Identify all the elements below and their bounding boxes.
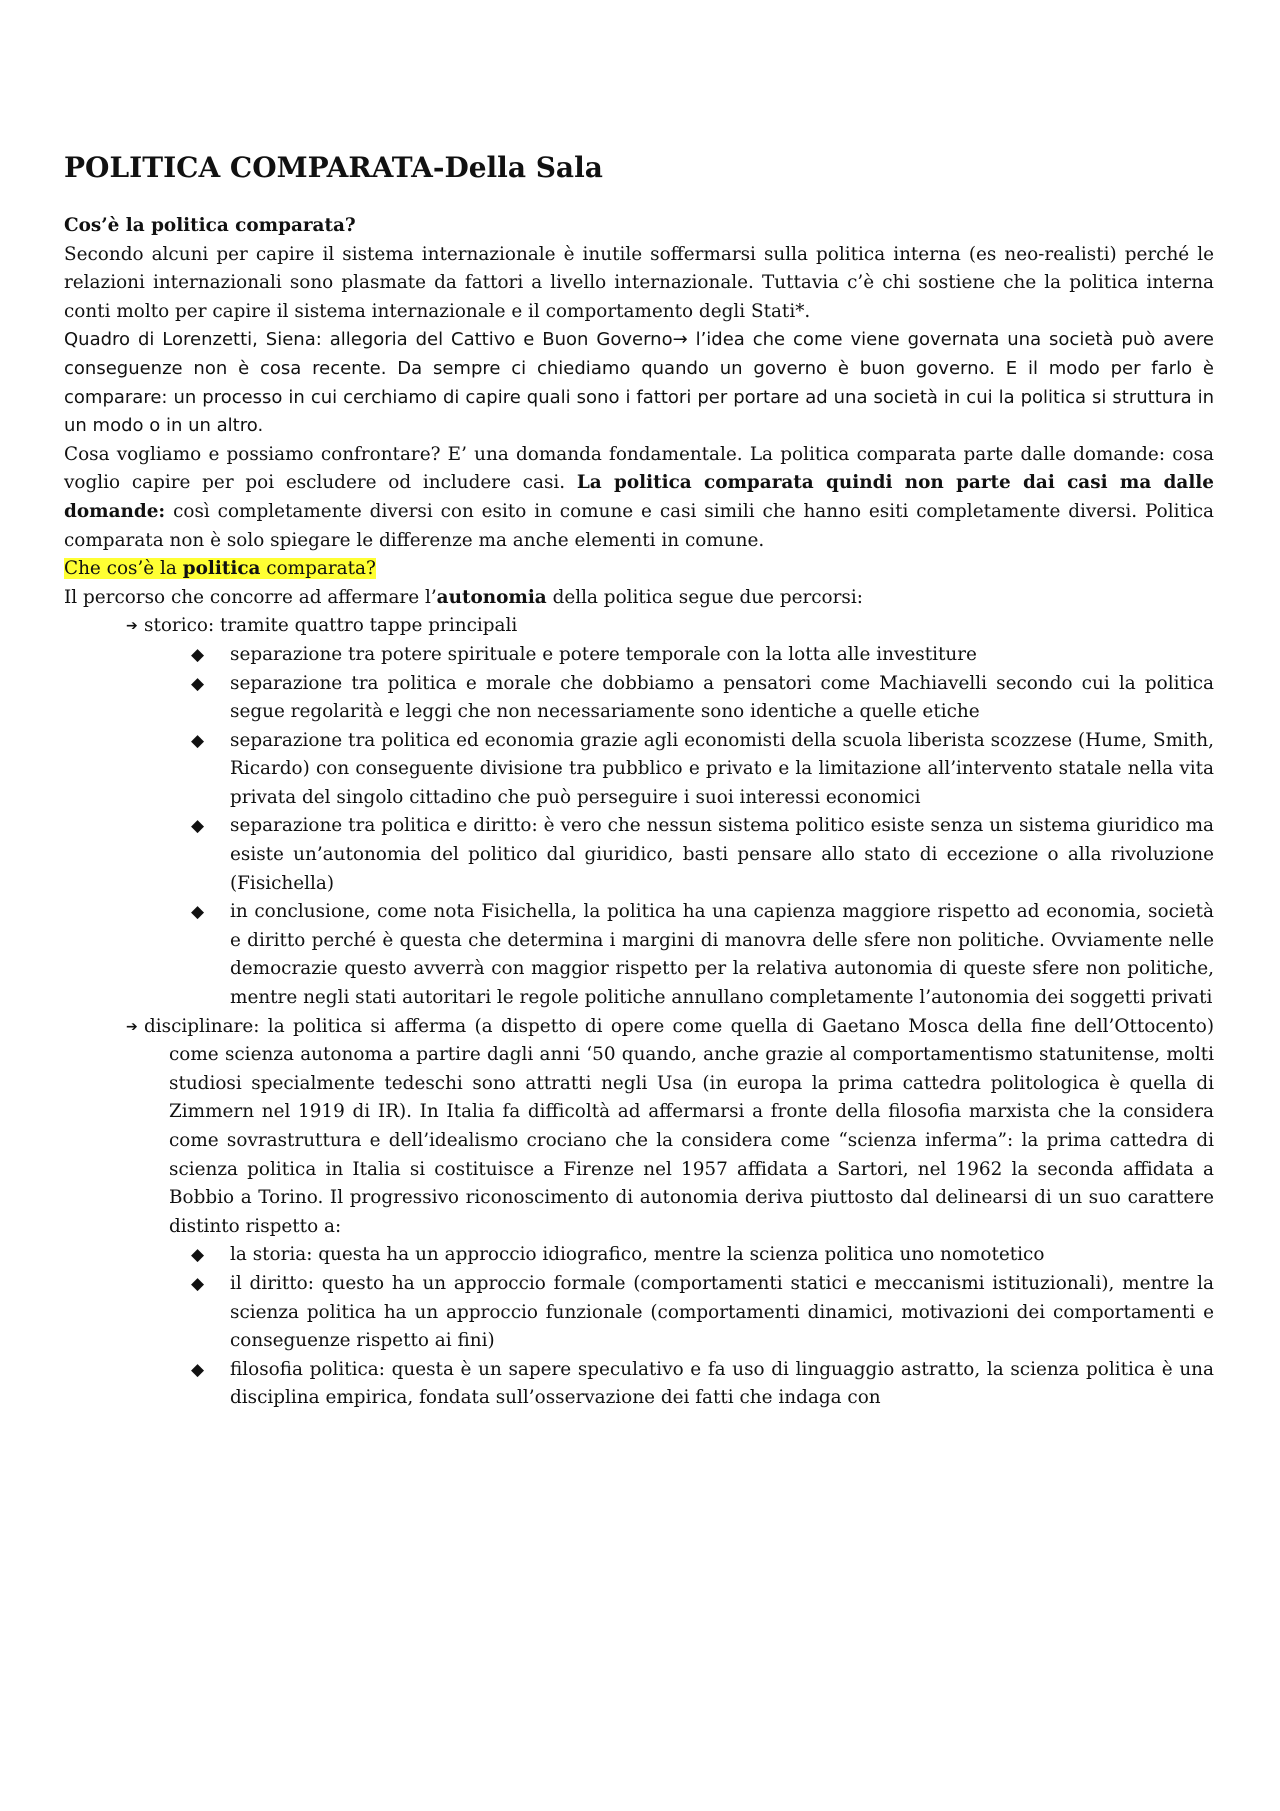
bullet-text: separazione tra politica e diritto: è vero che nessun sistema politico esiste senza un sistema giuridico ma esiste un’autonomia del politico dal giuridico, basti pensare allo stato di eccezione o alla rivoluzione (Fisichella) xyxy=(230,815,1214,894)
bullet-text: filosofia politica: questa è un sapere speculativo e fa uso di linguaggio astratto, la scienza politica è una disciplina empirica, fondata sull’osservazione dei fatti che indaga con xyxy=(230,1358,1214,1409)
diamond-bullet-icon: ◆ xyxy=(191,1273,205,1294)
bold-run: La politica comparata quindi non parte dai casi ma dalle domande: xyxy=(64,472,1214,522)
diamond-bullet-icon: ◆ xyxy=(191,902,205,923)
paragraph-lorenzetti: Quadro di Lorenzetti, Siena: allegoria del Cattivo e Buon Governo→ l’idea che come viene governata una società può avere conseguenze non è cosa recente. Da sempre ci chiediamo quando un governo è buon governo. E il modo per farlo è comparare: un processo in cui cerchiamo di capire quali sono i fattori per portare ad una società in cui la politica si struttura in un modo o in un altro. xyxy=(64,329,1214,437)
bullet-text: separazione tra potere spirituale e potere temporale con la lotta alle investiture xyxy=(230,643,977,665)
highlighted-heading xyxy=(64,555,1214,584)
highlight: Che cos’è la politica comparata? xyxy=(64,558,376,580)
diamond-bullet-icon: ◆ xyxy=(191,816,205,837)
page-title: POLITICA COMPARATA-Della Sala xyxy=(64,151,603,184)
arrow-icon: ➔ xyxy=(126,1018,138,1035)
paragraph-comparison xyxy=(64,441,1214,555)
list-item-storico xyxy=(64,612,1214,641)
bullet-item xyxy=(64,898,1214,1012)
bullet-item xyxy=(64,1356,1214,1413)
bullet-text: separazione tra politica ed economia grazie agli economisti della scuola liberista scozzese (Hume, Smith, Ricardo) con conseguente divisione tra pubblico e privato e la limitazione all’intervento statale nella vita privata del singolo cittadino che può perseguire i suoi interessi economici xyxy=(230,729,1214,808)
diamond-bullet-icon: ◆ xyxy=(191,1245,205,1266)
bullet-text: il diritto: questo ha un approccio formale (comportamenti statici e meccanismi istituzionali), mentre la scienza politica ha un approccio funzionale (comportamenti dinamici, motivazioni dei comportamenti e conseguenze rispetto ai fini) xyxy=(230,1272,1214,1352)
bullet-text: la storia: questa ha un approccio idiografico, mentre la scienza politica uno nomotetico xyxy=(230,1244,1045,1266)
paragraph-intro: Secondo alcuni per capire il sistema internazionale è inutile soffermarsi sulla politica interna (es neo-realisti) perché le relazioni internazionali sono plasmate da fattori a livello internazionale. Tuttavia c’è chi sostiene che la politica interna conti molto per capire il sistema internazionale e il comportamento degli Stati*. xyxy=(64,243,1214,322)
text-run: così completamente diversi con esito in comune e casi simili che hanno esiti completamente diversi. Politica comparata non è solo spiegare le differenze ma anche elementi in comune. xyxy=(64,500,1214,551)
paragraph-autonomia: Il percorso che concorre ad affermare l’autonomia della politica segue due percorsi: xyxy=(64,586,863,608)
storico-bullet-list xyxy=(64,641,1214,1013)
disciplinare-text: disciplinare: la politica si afferma (a dispetto di opere come quella di Gaetano Mosca della fine dell’Ottocento) come scienza autonoma a partire dagli anni ‘50 quando, anche grazie al comportamentismo statunitense, molti studiosi specialmente tedeschi sono attratti negli Usa (in europa la prima cattedra politologica è quella di Zimmern nel 1919 di IR). In Italia fa difficoltà ad affermarsi a fronte della filosofia marxista che la considera come sovrastruttura e dell’idealismo crociano che la considera come “scienza inferma”: la prima cattedra di scienza politica in Italia si costituisce a Firenze nel 1957 affidata a Sartori, nel 1962 la seconda affidata a Bobbio a Torino. Il progressivo riconoscimento di autonomia deriva piuttosto dal delinearsi di un suo carattere distinto rispetto a: xyxy=(144,1015,1214,1237)
diamond-bullet-icon: ◆ xyxy=(191,730,205,751)
bullet-text: separazione tra politica e morale che dobbiamo a pensatori come Machiavelli secondo cui la politica segue regolarità e leggi che non necessariamente sono identiche a quelle etiche xyxy=(230,672,1214,723)
diamond-bullet-icon: ◆ xyxy=(191,673,205,694)
arrow-icon: ➔ xyxy=(126,618,138,635)
disciplinare-bullet-list xyxy=(64,1241,1214,1413)
bullet-item xyxy=(64,1241,1214,1270)
document-page xyxy=(64,150,1214,1413)
list-item-disciplinare xyxy=(64,1013,1214,1242)
bullet-item xyxy=(64,727,1214,813)
bullet-item xyxy=(64,1270,1214,1356)
diamond-bullet-icon: ◆ xyxy=(191,644,205,665)
storico-label: storico: tramite quattro tappe principali xyxy=(144,615,518,637)
bullet-item xyxy=(64,641,1214,670)
bullet-item xyxy=(64,812,1214,898)
section-heading-question: Cos’è la politica comparata? xyxy=(64,215,356,236)
bullet-item xyxy=(64,670,1214,727)
diamond-bullet-icon: ◆ xyxy=(191,1359,205,1380)
text-run: Cosa vogliamo e possiamo confrontare? E’ una domanda fondamentale. La politica comparata parte dalle domande: cosa voglio capire per poi escludere od includere casi. xyxy=(64,443,1214,494)
bullet-text: in conclusione, come nota Fisichella, la politica ha una capienza maggiore rispetto ad economia, società e diritto perché è questa che determina i margini di manovra delle sfere non politiche. Ovviamente nelle democrazie questo avverrà con maggior rispetto per la relativa autonomia di queste sfere non politiche, mentre negli stati autoritari le regole politiche annullano completamente l’autonomia dei soggetti privati xyxy=(230,901,1214,1009)
